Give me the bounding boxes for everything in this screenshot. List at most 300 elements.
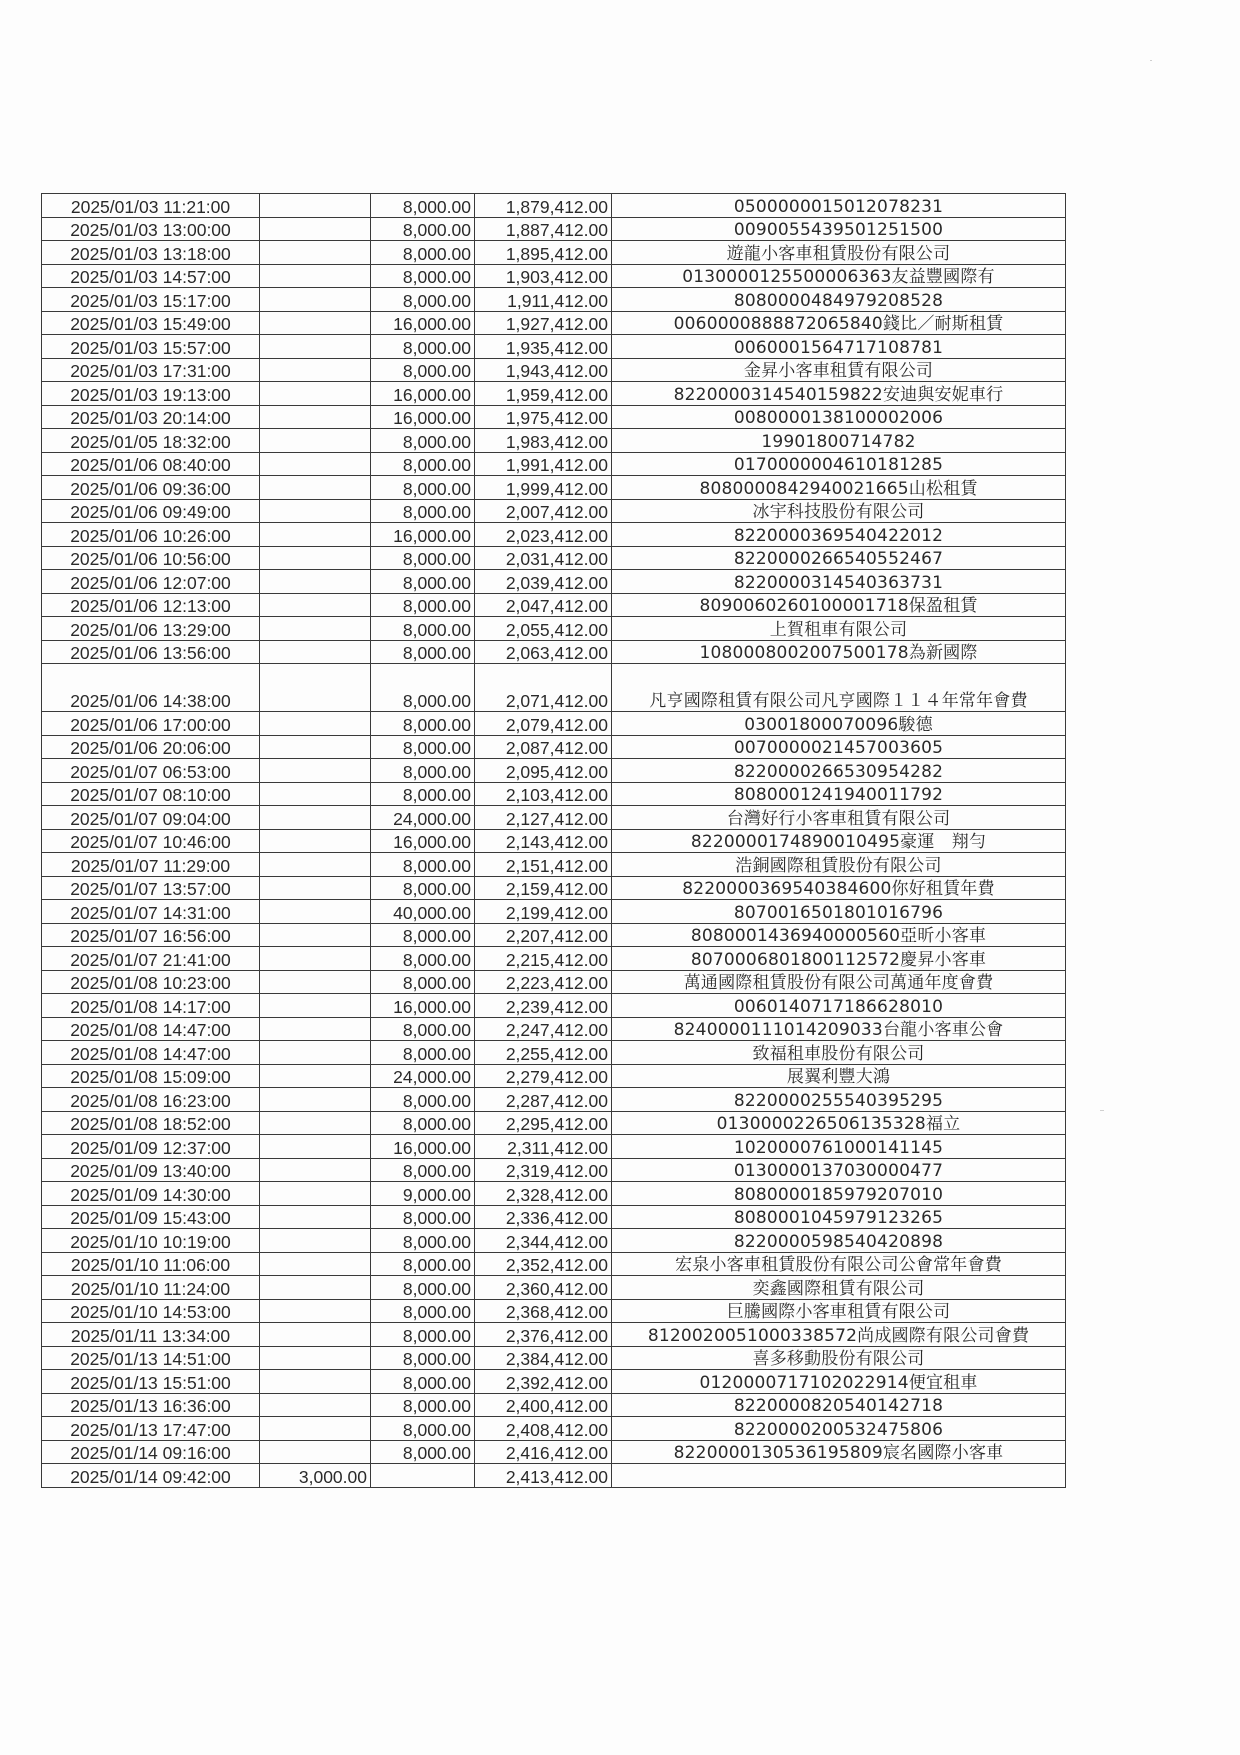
transaction-memo: 1080008002007500178為新國際	[612, 640, 1066, 664]
balance-amount: 1,943,412.00	[475, 358, 612, 382]
transaction-memo: 0060001564717108781	[612, 335, 1066, 359]
withdrawal-amount	[260, 476, 371, 500]
balance-amount: 1,983,412.00	[475, 429, 612, 453]
table-row	[42, 617, 1066, 641]
transaction-datetime: 2025/01/07 06:53:00	[42, 759, 260, 783]
withdrawal-amount	[260, 806, 371, 830]
balance-amount: 2,151,412.00	[475, 853, 612, 877]
balance-amount: 2,311,412.00	[475, 1135, 612, 1159]
table-row	[42, 640, 1066, 664]
table-row	[42, 1041, 1066, 1065]
transaction-datetime: 2025/01/08 10:23:00	[42, 970, 260, 994]
withdrawal-amount	[260, 1346, 371, 1370]
table-row	[42, 806, 1066, 830]
transaction-datetime: 2025/01/08 15:09:00	[42, 1064, 260, 1088]
transaction-datetime: 2025/01/07 10:46:00	[42, 829, 260, 853]
withdrawal-amount: 3,000.00	[260, 1464, 371, 1488]
transaction-memo: 0170000004610181285	[612, 452, 1066, 476]
transaction-memo: 0130000137030000477	[612, 1158, 1066, 1182]
withdrawal-amount	[260, 876, 371, 900]
balance-amount: 1,935,412.00	[475, 335, 612, 359]
deposit-amount: 8,000.00	[371, 1252, 475, 1276]
deposit-amount: 16,000.00	[371, 311, 475, 335]
table-row	[42, 712, 1066, 736]
transaction-memo: 8080000484979208528	[612, 288, 1066, 312]
deposit-amount: 16,000.00	[371, 523, 475, 547]
balance-amount: 2,392,412.00	[475, 1370, 612, 1394]
deposit-amount: 8,000.00	[371, 1017, 475, 1041]
deposit-amount: 8,000.00	[371, 194, 475, 218]
withdrawal-amount	[260, 640, 371, 664]
transaction-memo: 8080000185979207010	[612, 1182, 1066, 1206]
withdrawal-amount	[260, 452, 371, 476]
transaction-datetime: 2025/01/14 09:16:00	[42, 1440, 260, 1464]
balance-amount: 2,127,412.00	[475, 806, 612, 830]
transaction-datetime: 2025/01/08 14:17:00	[42, 994, 260, 1018]
balance-amount: 2,295,412.00	[475, 1111, 612, 1135]
balance-amount: 2,063,412.00	[475, 640, 612, 664]
transaction-datetime: 2025/01/03 13:18:00	[42, 241, 260, 265]
table-row	[42, 311, 1066, 335]
withdrawal-amount	[260, 1111, 371, 1135]
table-row	[42, 947, 1066, 971]
withdrawal-amount	[260, 311, 371, 335]
transaction-datetime: 2025/01/06 09:49:00	[42, 499, 260, 523]
balance-amount: 1,887,412.00	[475, 217, 612, 241]
withdrawal-amount	[260, 358, 371, 382]
deposit-amount: 8,000.00	[371, 1229, 475, 1253]
transaction-datetime: 2025/01/08 16:23:00	[42, 1088, 260, 1112]
deposit-amount: 8,000.00	[371, 217, 475, 241]
withdrawal-amount	[260, 617, 371, 641]
transaction-table-body	[42, 194, 1066, 1488]
transaction-datetime: 2025/01/13 16:36:00	[42, 1393, 260, 1417]
table-row	[42, 1370, 1066, 1394]
table-row	[42, 241, 1066, 265]
balance-amount: 2,215,412.00	[475, 947, 612, 971]
transaction-memo: 冰宇科技股份有限公司	[612, 499, 1066, 523]
balance-amount: 2,023,412.00	[475, 523, 612, 547]
withdrawal-amount	[260, 1229, 371, 1253]
withdrawal-amount	[260, 1393, 371, 1417]
transaction-datetime: 2025/01/07 14:31:00	[42, 900, 260, 924]
deposit-amount: 8,000.00	[371, 1111, 475, 1135]
table-row	[42, 264, 1066, 288]
deposit-amount: 8,000.00	[371, 1370, 475, 1394]
table-row	[42, 876, 1066, 900]
transaction-datetime: 2025/01/03 11:21:00	[42, 194, 260, 218]
transaction-memo: 台灣好行小客車租賃有限公司	[612, 806, 1066, 830]
deposit-amount: 8,000.00	[371, 1041, 475, 1065]
table-row	[42, 358, 1066, 382]
transaction-datetime: 2025/01/14 09:42:00	[42, 1464, 260, 1488]
transaction-memo: 0500000015012078231	[612, 194, 1066, 218]
deposit-amount: 16,000.00	[371, 405, 475, 429]
withdrawal-amount	[260, 217, 371, 241]
transaction-memo: 8220000255540395295	[612, 1088, 1066, 1112]
deposit-amount: 16,000.00	[371, 382, 475, 406]
transaction-memo: 8220000820540142718	[612, 1393, 1066, 1417]
balance-amount: 2,031,412.00	[475, 546, 612, 570]
balance-amount: 2,199,412.00	[475, 900, 612, 924]
balance-amount: 2,247,412.00	[475, 1017, 612, 1041]
withdrawal-amount	[260, 759, 371, 783]
withdrawal-amount	[260, 994, 371, 1018]
balance-amount: 2,319,412.00	[475, 1158, 612, 1182]
transaction-memo: 8220000266530954282	[612, 759, 1066, 783]
balance-amount: 2,223,412.00	[475, 970, 612, 994]
transaction-memo: 8080001045979123265	[612, 1205, 1066, 1229]
balance-amount: 2,376,412.00	[475, 1323, 612, 1347]
table-row	[42, 405, 1066, 429]
table-row	[42, 782, 1066, 806]
transaction-memo: 0070000021457003605	[612, 735, 1066, 759]
transaction-memo: 8220000598540420898	[612, 1229, 1066, 1253]
transaction-datetime: 2025/01/09 14:30:00	[42, 1182, 260, 1206]
transaction-datetime: 2025/01/08 14:47:00	[42, 1041, 260, 1065]
transaction-memo: 8220000369540422012	[612, 523, 1066, 547]
withdrawal-amount	[260, 523, 371, 547]
withdrawal-amount	[260, 970, 371, 994]
balance-amount: 2,400,412.00	[475, 1393, 612, 1417]
transaction-memo: 奕鑫國際租賃有限公司	[612, 1276, 1066, 1300]
transaction-datetime: 2025/01/11 13:34:00	[42, 1323, 260, 1347]
deposit-amount: 8,000.00	[371, 452, 475, 476]
withdrawal-amount	[260, 241, 371, 265]
withdrawal-amount	[260, 1041, 371, 1065]
transaction-memo: 致福租車股份有限公司	[612, 1041, 1066, 1065]
balance-amount: 2,416,412.00	[475, 1440, 612, 1464]
table-row	[42, 1017, 1066, 1041]
balance-amount: 1,991,412.00	[475, 452, 612, 476]
balance-amount: 2,344,412.00	[475, 1229, 612, 1253]
transaction-memo: 浩銅國際租賃股份有限公司	[612, 853, 1066, 877]
balance-amount: 2,413,412.00	[475, 1464, 612, 1488]
transaction-memo: 巨騰國際小客車租賃有限公司	[612, 1299, 1066, 1323]
deposit-amount: 8,000.00	[371, 288, 475, 312]
transaction-memo: 0130000226506135328福立	[612, 1111, 1066, 1135]
deposit-amount	[371, 1464, 475, 1488]
deposit-amount: 8,000.00	[371, 876, 475, 900]
balance-amount: 1,999,412.00	[475, 476, 612, 500]
table-row	[42, 1323, 1066, 1347]
transaction-datetime: 2025/01/03 13:00:00	[42, 217, 260, 241]
balance-amount: 2,336,412.00	[475, 1205, 612, 1229]
deposit-amount: 8,000.00	[371, 476, 475, 500]
transaction-datetime: 2025/01/06 20:06:00	[42, 735, 260, 759]
deposit-amount: 8,000.00	[371, 853, 475, 877]
table-row	[42, 1440, 1066, 1464]
withdrawal-amount	[260, 429, 371, 453]
balance-amount: 2,039,412.00	[475, 570, 612, 594]
withdrawal-amount	[260, 194, 371, 218]
table-row	[42, 1182, 1066, 1206]
deposit-amount: 24,000.00	[371, 806, 475, 830]
withdrawal-amount	[260, 499, 371, 523]
table-row	[42, 900, 1066, 924]
deposit-amount: 24,000.00	[371, 1064, 475, 1088]
transaction-memo: 8080000842940021665山松租賃	[612, 476, 1066, 500]
table-row	[42, 217, 1066, 241]
balance-amount: 2,079,412.00	[475, 712, 612, 736]
withdrawal-amount	[260, 382, 371, 406]
withdrawal-amount	[260, 923, 371, 947]
deposit-amount: 8,000.00	[371, 499, 475, 523]
transaction-datetime: 2025/01/07 11:29:00	[42, 853, 260, 877]
deposit-amount: 8,000.00	[371, 546, 475, 570]
table-row	[42, 664, 1066, 712]
transaction-memo: 0060140717186628010	[612, 994, 1066, 1018]
transaction-memo: 0120000717102022914便宜租車	[612, 1370, 1066, 1394]
transaction-memo: 8220000266540552467	[612, 546, 1066, 570]
deposit-amount: 8,000.00	[371, 358, 475, 382]
balance-amount: 2,159,412.00	[475, 876, 612, 900]
table-row	[42, 1205, 1066, 1229]
transaction-datetime: 2025/01/03 20:14:00	[42, 405, 260, 429]
withdrawal-amount	[260, 1252, 371, 1276]
transaction-memo: 0090055439501251500	[612, 217, 1066, 241]
transaction-datetime: 2025/01/03 15:49:00	[42, 311, 260, 335]
withdrawal-amount	[260, 782, 371, 806]
transaction-datetime: 2025/01/03 17:31:00	[42, 358, 260, 382]
deposit-amount: 8,000.00	[371, 782, 475, 806]
transaction-datetime: 2025/01/06 12:13:00	[42, 593, 260, 617]
transaction-memo: 8220000200532475806	[612, 1417, 1066, 1441]
transaction-memo: 8070016501801016796	[612, 900, 1066, 924]
transaction-datetime: 2025/01/05 18:32:00	[42, 429, 260, 453]
balance-amount: 2,384,412.00	[475, 1346, 612, 1370]
transaction-datetime: 2025/01/06 10:56:00	[42, 546, 260, 570]
deposit-amount: 8,000.00	[371, 593, 475, 617]
table-row	[42, 994, 1066, 1018]
table-row	[42, 382, 1066, 406]
table-row	[42, 970, 1066, 994]
withdrawal-amount	[260, 853, 371, 877]
withdrawal-amount	[260, 900, 371, 924]
transaction-datetime: 2025/01/13 14:51:00	[42, 1346, 260, 1370]
table-row	[42, 1299, 1066, 1323]
balance-amount: 2,239,412.00	[475, 994, 612, 1018]
transaction-memo: 金昇小客車租賃有限公司	[612, 358, 1066, 382]
transaction-datetime: 2025/01/03 15:57:00	[42, 335, 260, 359]
deposit-amount: 8,000.00	[371, 970, 475, 994]
table-row	[42, 429, 1066, 453]
balance-amount: 1,895,412.00	[475, 241, 612, 265]
table-row	[42, 1464, 1066, 1488]
balance-amount: 2,055,412.00	[475, 617, 612, 641]
balance-amount: 2,143,412.00	[475, 829, 612, 853]
balance-amount: 2,071,412.00	[475, 664, 612, 712]
transaction-datetime: 2025/01/03 19:13:00	[42, 382, 260, 406]
balance-amount: 2,368,412.00	[475, 1299, 612, 1323]
table-row	[42, 759, 1066, 783]
deposit-amount: 8,000.00	[371, 429, 475, 453]
balance-amount: 1,903,412.00	[475, 264, 612, 288]
balance-amount: 1,879,412.00	[475, 194, 612, 218]
withdrawal-amount	[260, 1158, 371, 1182]
table-row	[42, 829, 1066, 853]
balance-amount: 2,095,412.00	[475, 759, 612, 783]
table-row	[42, 476, 1066, 500]
table-row	[42, 1276, 1066, 1300]
withdrawal-amount	[260, 570, 371, 594]
deposit-amount: 8,000.00	[371, 759, 475, 783]
table-row	[42, 593, 1066, 617]
transaction-datetime: 2025/01/06 13:56:00	[42, 640, 260, 664]
transaction-datetime: 2025/01/08 18:52:00	[42, 1111, 260, 1135]
withdrawal-amount	[260, 1276, 371, 1300]
deposit-amount: 8,000.00	[371, 664, 475, 712]
transaction-datetime: 2025/01/03 14:57:00	[42, 264, 260, 288]
transaction-datetime: 2025/01/10 10:19:00	[42, 1229, 260, 1253]
deposit-amount: 8,000.00	[371, 617, 475, 641]
transaction-memo: 遊龍小客車租賃股份有限公司	[612, 241, 1066, 265]
withdrawal-amount	[260, 264, 371, 288]
transaction-memo: 8240000111014209033台龍小客車公會	[612, 1017, 1066, 1041]
deposit-amount: 16,000.00	[371, 994, 475, 1018]
withdrawal-amount	[260, 829, 371, 853]
transaction-datetime: 2025/01/06 12:07:00	[42, 570, 260, 594]
transaction-memo: 宏泉小客車租賃股份有限公司公會常年會費	[612, 1252, 1066, 1276]
deposit-amount: 8,000.00	[371, 712, 475, 736]
table-row	[42, 1252, 1066, 1276]
deposit-amount: 8,000.00	[371, 1440, 475, 1464]
balance-amount: 1,959,412.00	[475, 382, 612, 406]
transaction-datetime: 2025/01/09 15:43:00	[42, 1205, 260, 1229]
withdrawal-amount	[260, 1135, 371, 1159]
deposit-amount: 8,000.00	[371, 1299, 475, 1323]
transaction-memo: 萬通國際租賃股份有限公司萬通年度會費	[612, 970, 1066, 994]
transaction-memo: 展翼利豐大鴻	[612, 1064, 1066, 1088]
deposit-amount: 8,000.00	[371, 264, 475, 288]
table-row	[42, 1135, 1066, 1159]
transaction-memo	[612, 1464, 1066, 1488]
balance-amount: 2,279,412.00	[475, 1064, 612, 1088]
transaction-datetime: 2025/01/08 14:47:00	[42, 1017, 260, 1041]
transaction-datetime: 2025/01/09 13:40:00	[42, 1158, 260, 1182]
balance-amount: 1,911,412.00	[475, 288, 612, 312]
deposit-amount: 8,000.00	[371, 1088, 475, 1112]
transaction-datetime: 2025/01/07 13:57:00	[42, 876, 260, 900]
transaction-memo: 凡亨國際租賃有限公司凡亨國際１１４年常年會費	[612, 664, 1066, 712]
transaction-datetime: 2025/01/07 21:41:00	[42, 947, 260, 971]
balance-amount: 2,408,412.00	[475, 1417, 612, 1441]
deposit-amount: 8,000.00	[371, 1417, 475, 1441]
transaction-memo: 0130000125500006363友益豐國際有	[612, 264, 1066, 288]
transaction-datetime: 2025/01/06 17:00:00	[42, 712, 260, 736]
deposit-amount: 8,000.00	[371, 1158, 475, 1182]
transaction-datetime: 2025/01/06 10:26:00	[42, 523, 260, 547]
withdrawal-amount	[260, 735, 371, 759]
table-row	[42, 735, 1066, 759]
table-row	[42, 1158, 1066, 1182]
table-row	[42, 1346, 1066, 1370]
withdrawal-amount	[260, 947, 371, 971]
deposit-amount: 8,000.00	[371, 640, 475, 664]
table-row	[42, 1393, 1066, 1417]
balance-amount: 2,007,412.00	[475, 499, 612, 523]
table-row	[42, 1088, 1066, 1112]
transaction-datetime: 2025/01/06 13:29:00	[42, 617, 260, 641]
deposit-amount: 8,000.00	[371, 923, 475, 947]
deposit-amount: 8,000.00	[371, 1346, 475, 1370]
balance-amount: 1,927,412.00	[475, 311, 612, 335]
table-row	[42, 923, 1066, 947]
withdrawal-amount	[260, 405, 371, 429]
withdrawal-amount	[260, 1017, 371, 1041]
deposit-amount: 8,000.00	[371, 1393, 475, 1417]
transaction-memo: 8070006801800112572慶昇小客車	[612, 947, 1066, 971]
deposit-amount: 9,000.00	[371, 1182, 475, 1206]
withdrawal-amount	[260, 664, 371, 712]
withdrawal-amount	[260, 546, 371, 570]
withdrawal-amount	[260, 1205, 371, 1229]
deposit-amount: 40,000.00	[371, 900, 475, 924]
deposit-amount: 8,000.00	[371, 735, 475, 759]
balance-amount: 2,287,412.00	[475, 1088, 612, 1112]
withdrawal-amount	[260, 1064, 371, 1088]
transaction-memo: 19901800714782	[612, 429, 1066, 453]
withdrawal-amount	[260, 335, 371, 359]
transaction-datetime: 2025/01/10 11:24:00	[42, 1276, 260, 1300]
transaction-datetime: 2025/01/10 14:53:00	[42, 1299, 260, 1323]
withdrawal-amount	[260, 1299, 371, 1323]
table-row	[42, 194, 1066, 218]
table-row	[42, 546, 1066, 570]
balance-amount: 2,087,412.00	[475, 735, 612, 759]
withdrawal-amount	[260, 1440, 371, 1464]
deposit-amount: 8,000.00	[371, 1323, 475, 1347]
transaction-datetime: 2025/01/13 15:51:00	[42, 1370, 260, 1394]
transaction-memo: 1020000761000141145	[612, 1135, 1066, 1159]
transaction-memo: 8220000369540384600你好租賃年費	[612, 876, 1066, 900]
transaction-datetime: 2025/01/06 09:36:00	[42, 476, 260, 500]
scan-artifact	[1100, 1110, 1104, 1111]
balance-amount: 2,103,412.00	[475, 782, 612, 806]
balance-amount: 2,255,412.00	[475, 1041, 612, 1065]
withdrawal-amount	[260, 593, 371, 617]
scan-artifact	[1150, 60, 1152, 61]
transaction-memo: 8120020051000338572尚成國際有限公司會費	[612, 1323, 1066, 1347]
withdrawal-amount	[260, 288, 371, 312]
table-row	[42, 1064, 1066, 1088]
transaction-memo: 上賀租車有限公司	[612, 617, 1066, 641]
table-row	[42, 499, 1066, 523]
transaction-datetime: 2025/01/07 16:56:00	[42, 923, 260, 947]
table-row	[42, 570, 1066, 594]
transaction-memo: 8220000314540159822安迪與安妮車行	[612, 382, 1066, 406]
deposit-amount: 8,000.00	[371, 1205, 475, 1229]
withdrawal-amount	[260, 1370, 371, 1394]
deposit-amount: 16,000.00	[371, 1135, 475, 1159]
table-row	[42, 335, 1066, 359]
deposit-amount: 8,000.00	[371, 241, 475, 265]
balance-amount: 2,360,412.00	[475, 1276, 612, 1300]
table-row	[42, 1229, 1066, 1253]
transaction-memo: 03001800070096駿德	[612, 712, 1066, 736]
transaction-datetime: 2025/01/09 12:37:00	[42, 1135, 260, 1159]
transaction-memo: 8080001436940000560亞昕小客車	[612, 923, 1066, 947]
balance-amount: 2,352,412.00	[475, 1252, 612, 1276]
balance-amount: 2,047,412.00	[475, 593, 612, 617]
table-row	[42, 853, 1066, 877]
table-row	[42, 1417, 1066, 1441]
transaction-datetime: 2025/01/06 08:40:00	[42, 452, 260, 476]
transaction-datetime: 2025/01/07 09:04:00	[42, 806, 260, 830]
transaction-memo: 8220000174890010495豪運 翔勻	[612, 829, 1066, 853]
withdrawal-amount	[260, 1417, 371, 1441]
table-row	[42, 1111, 1066, 1135]
